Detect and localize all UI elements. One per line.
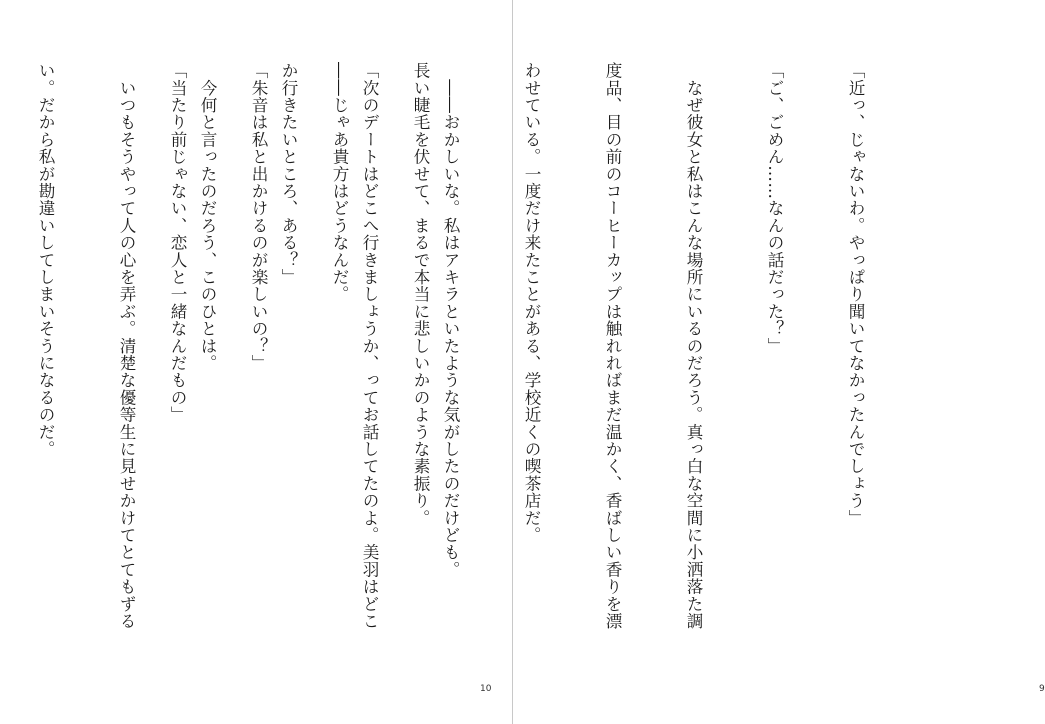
text-line: 「ご、ごめん……なんの話だった？」 bbox=[765, 62, 784, 355]
text-line: 度品、目の前のコーヒーカップは触れればまだ温かく、香ばしい香りを漂 bbox=[603, 62, 622, 630]
text-line: か行きたいところ、ある？」 bbox=[279, 62, 298, 286]
text-line: いつもそうやって人の心を弄ぶ。清楚な優等生に見せかけてとてもずる bbox=[117, 62, 136, 630]
text-line: 「次のデートはどこへ行きましょうか、ってお話してたのよ。美羽はどこ bbox=[360, 62, 379, 630]
text-line: 今何と言ったのだろう、このひとは。 bbox=[198, 62, 217, 372]
text-line: なぜ彼女と私はこんな場所にいるのだろう。真っ白な空間に小洒落た調 bbox=[684, 62, 703, 630]
text-line: わせている。一度だけ来たことがある、学校近くの喫茶店だ。 bbox=[522, 62, 541, 544]
text-line: 長い睫毛を伏せて、まるで本当に悲しいかのような素振り。 bbox=[411, 62, 430, 527]
text-line: 「近っ、じゃないわ。やっぱり聞いてなかったんでしょう」 bbox=[846, 62, 865, 527]
page-number-right: 9 bbox=[1039, 684, 1045, 694]
page-number-left: 10 bbox=[480, 684, 492, 694]
text-line: 「朱音は私と出かけるのが楽しいの？」 bbox=[249, 62, 268, 372]
text-line: ――おかしいな。私はアキラといたような気がしたのだけども。 bbox=[441, 62, 460, 578]
text-line: 「当たり前じゃない、恋人と一緒なんだもの」 bbox=[168, 62, 187, 424]
text-line: い。だから私が勘違いしてしまいそうになるのだ。 bbox=[36, 62, 55, 458]
text-line: ――じゃあ貴方はどうなんだ。 bbox=[330, 62, 349, 303]
